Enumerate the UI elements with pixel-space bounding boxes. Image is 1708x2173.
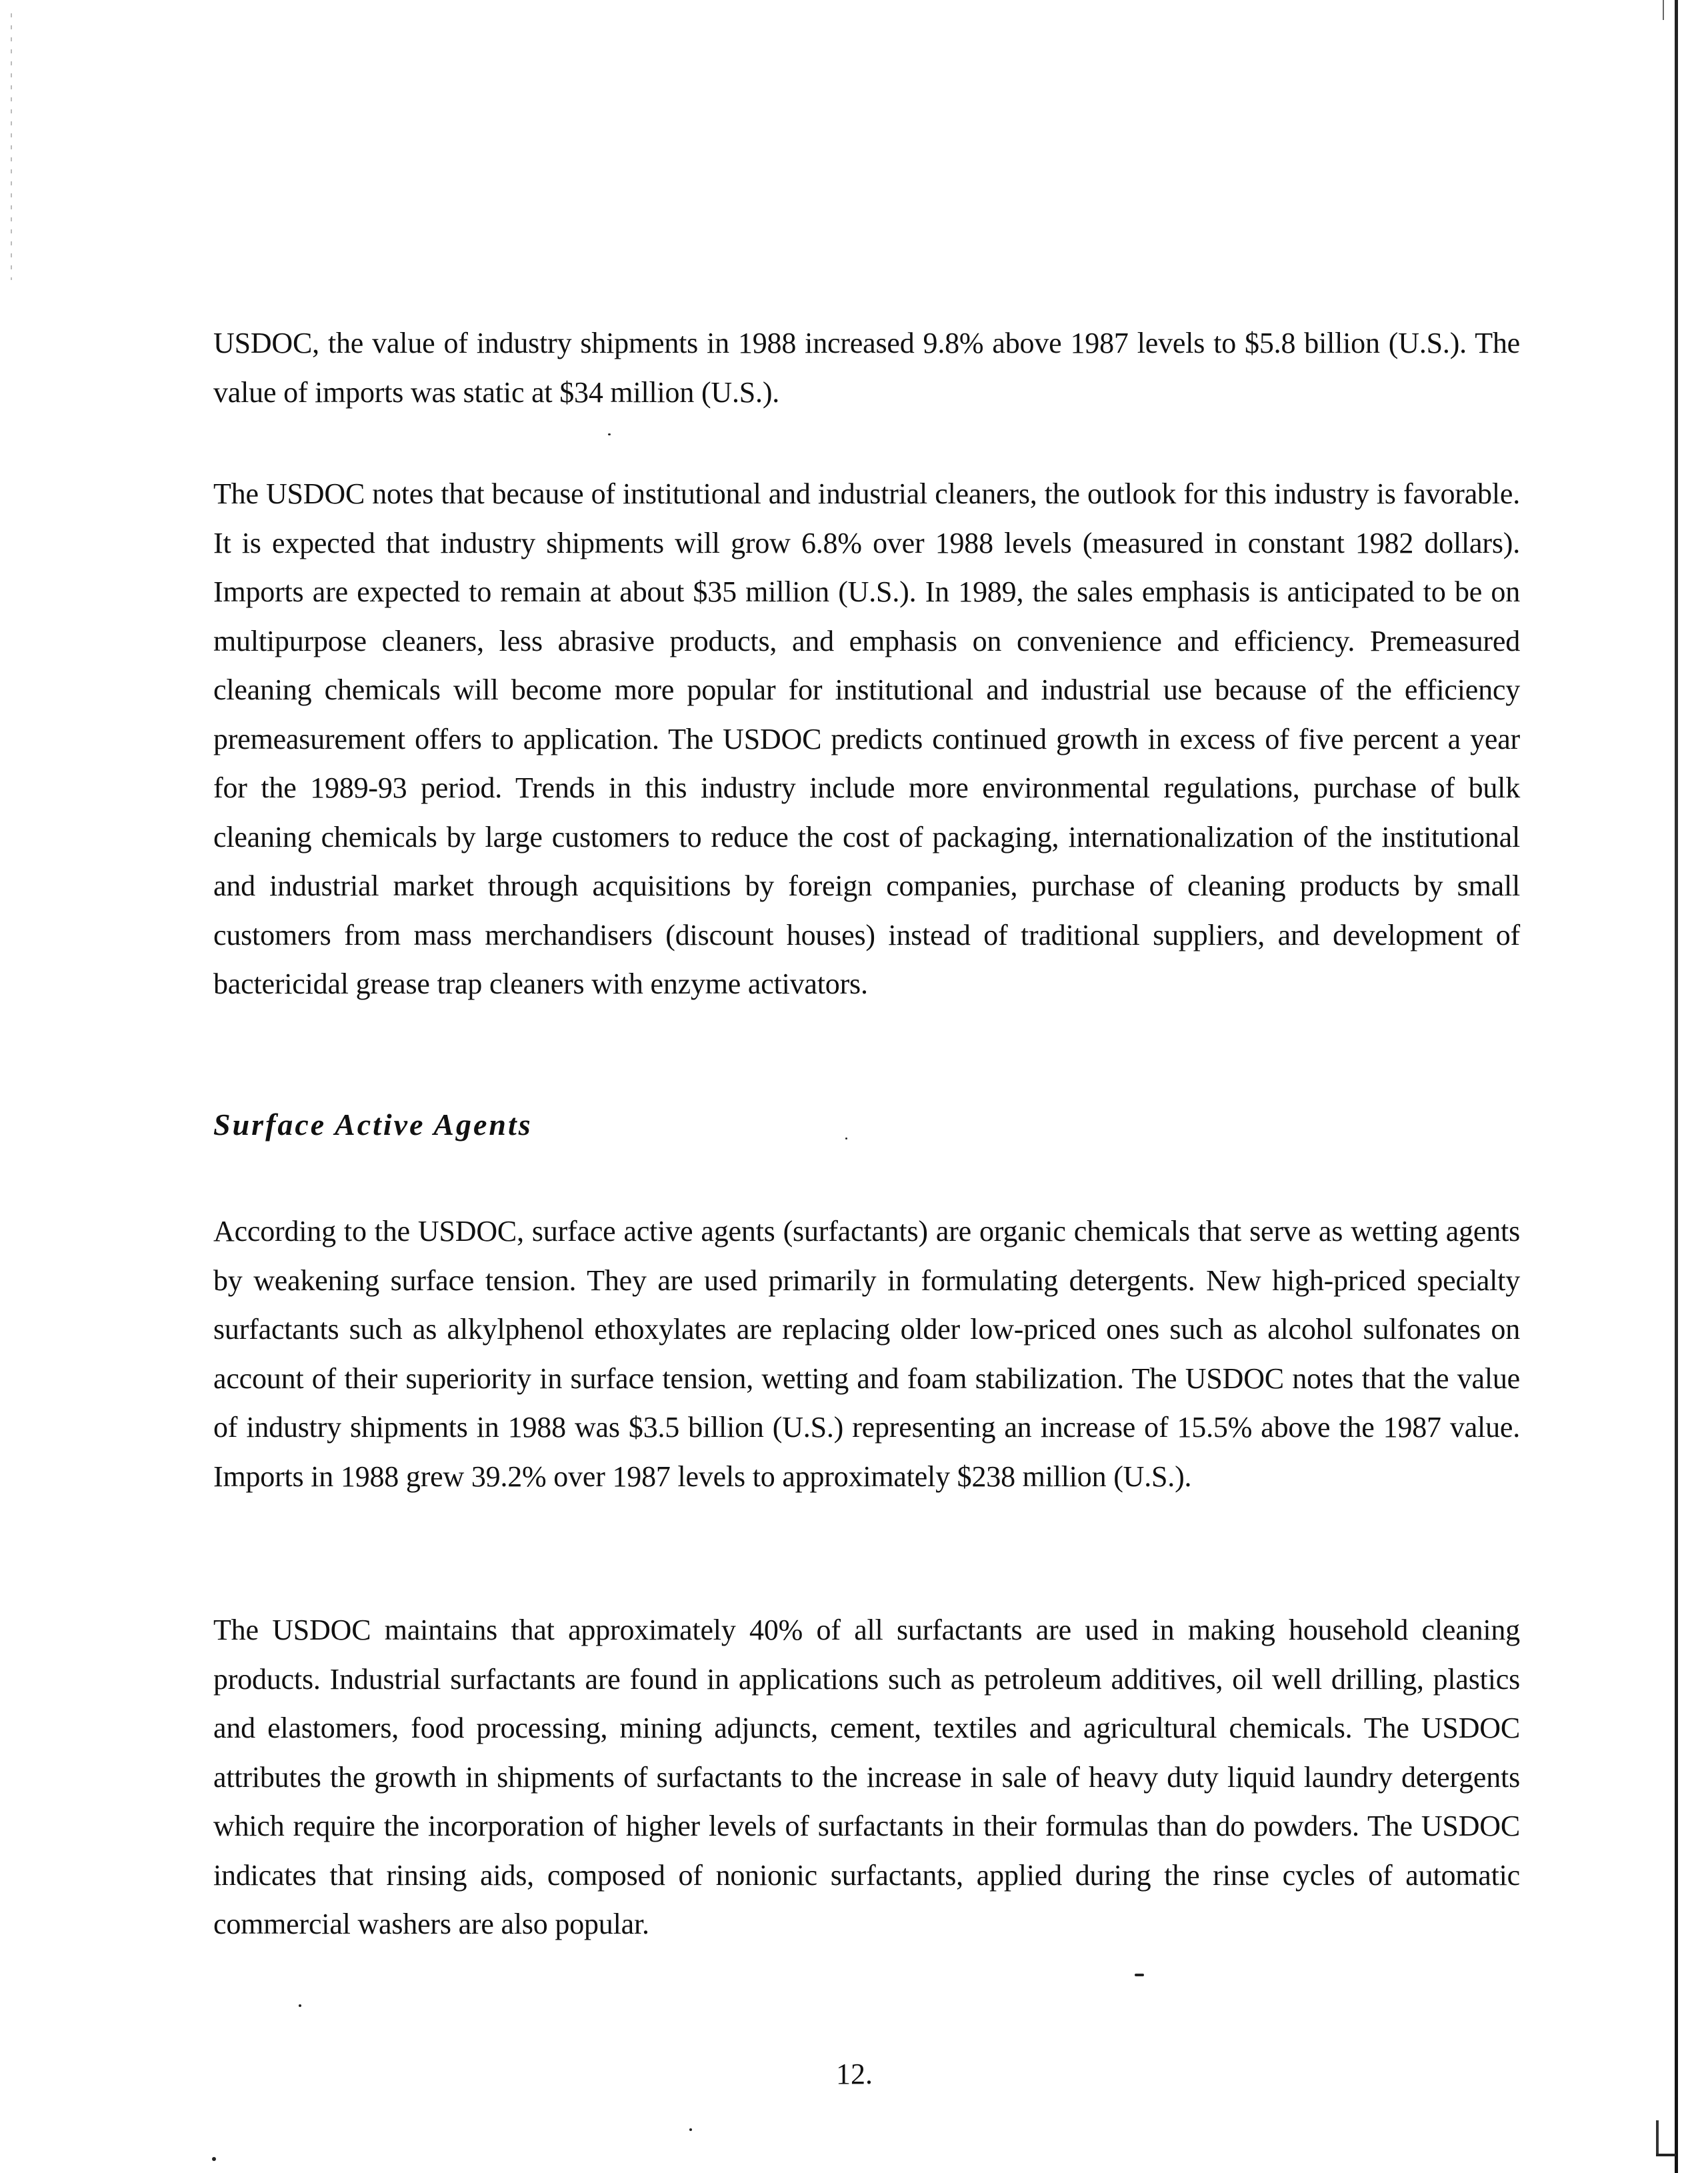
scan-corner-mark — [1656, 2120, 1659, 2155]
scan-edge-mark — [11, 13, 12, 280]
paragraph-surfactants-overview: According to the USDOC, surface active agents (surfactants) are organic chemicals that serve as wetting agents by weakening surface tension. They are used primarily in formulating detergents. New high-priced specialty surfactants such as alkylphenol ethoxylates are replacing older low-priced ones such as alcohol sulfonates on account of their superiority in surface tension, wetting and foam stabilization. The USDOC notes that the value of industry shipments in 1988 was $3.5 billion (U.S.) representing an increase of 15.5% above the 1987 value. Imports in 1988 grew 39.2% over 1987 levels to approximately $238 million (U.S.). — [213, 1215, 1520, 1493]
scan-speck — [212, 2157, 216, 2161]
scan-edge-tick — [1663, 0, 1664, 20]
section-heading: Surface Active Agents — [213, 1108, 533, 1142]
scan-speck — [1135, 1974, 1144, 1976]
page-number: 12. — [836, 2058, 873, 2090]
paragraph-surfactants-uses: The USDOC maintains that approximately 40% of all surfactants are used in making household cleaning products. Industrial surfactants are found in applications such as petroleum additives, oil well drilling, plastics and elastomers, food processing, mining adjuncts, cement, textiles and agricultural chemicals. The USDOC attributes the growth in shipments of surfactants to the increase in sale of heavy duty liquid laundry detergents which require the incorporation of higher levels of surfactants in their formulas than do powders. The USDOC indicates that rinsing aids, composed of nonionic surfactants, applied during the rinse cycles of automatic commercial washers are also popular. — [213, 1614, 1520, 1940]
scan-binding-edge — [1675, 0, 1678, 2173]
paragraph-industry-outlook: The USDOC notes that because of institutional and industrial cleaners, the outlook for this industry is favorable. It is expected that industry shipments will grow 6.8% over 1988 levels (measured in constant 1982 dollars). Imports are expected to remain at about $35 million (U.S.). In 1989, the sales emphasis is anticipated to be on multipurpose cleaners, less abrasive products, and emphasis on convenience and efficiency. Premeasured cleaning chemicals will become more popular for institutional and industrial use because of the efficiency premeasurement offers to application. The USDOC predicts continued growth in excess of five percent a year for the 1989-93 period. Trends in this industry include more environmental regulations, purchase of bulk cleaning chemicals by large customers to reduce the cost of packaging, internationalization of the institutional and industrial market through acquisitions by foreign companies, purchase of cleaning products by small customers from mass merchandisers (discount houses) instead of traditional suppliers, and development of bactericidal grease trap cleaners with enzyme activators. — [213, 477, 1520, 1000]
scan-speck — [845, 1138, 847, 1140]
scan-speck — [299, 2004, 301, 2007]
scan-corner-mark-base — [1656, 2154, 1676, 2156]
scan-speck — [608, 433, 611, 435]
paragraph-shipments-1988: USDOC, the value of industry shipments in 1988 increased 9.8% above 1987 levels to $5.8 billion (U.S.). The value of imports was static at $34 million (U.S.). — [213, 327, 1520, 409]
scan-speck — [689, 2128, 692, 2131]
